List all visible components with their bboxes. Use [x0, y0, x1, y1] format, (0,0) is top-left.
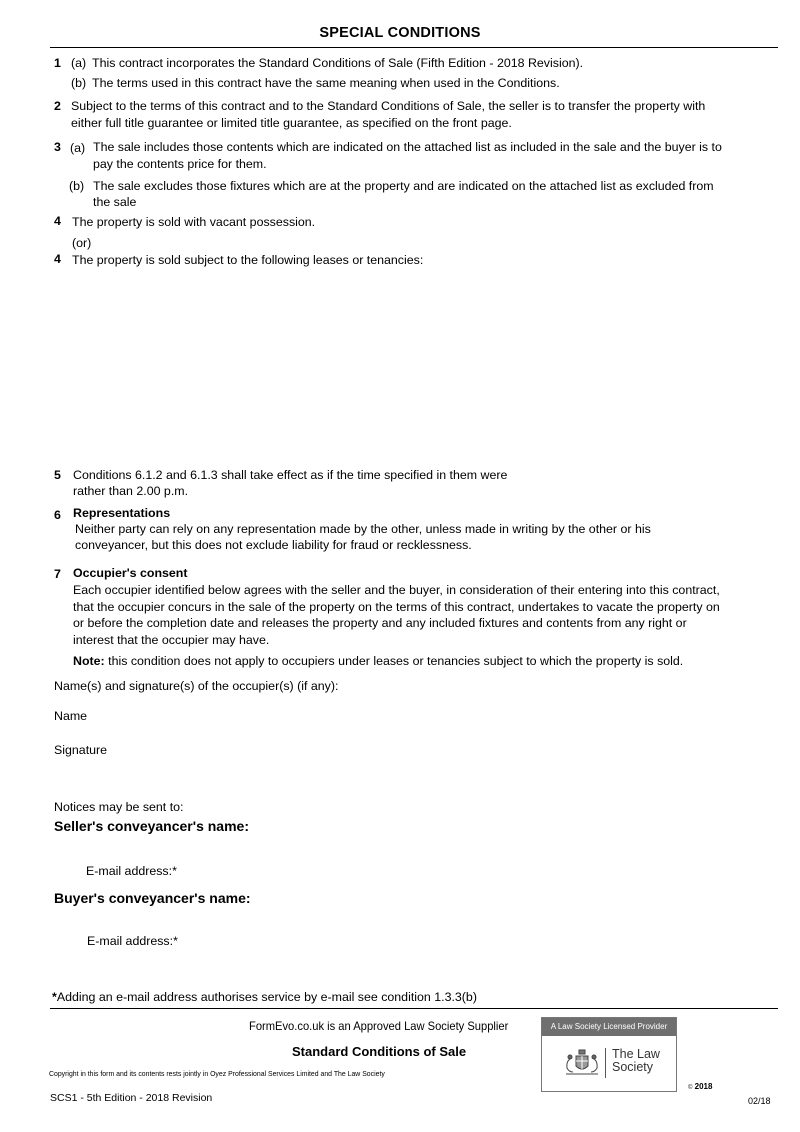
seller-conveyancer-label: Seller's conveyancer's name:	[54, 818, 249, 834]
footnote-star: *	[52, 990, 57, 1004]
leases-input-area[interactable]	[72, 272, 772, 457]
buyer-conveyancer-input[interactable]	[265, 889, 765, 909]
condition-2-line2: either full title guarantee or limited title guarantee, as specified on the front page.	[71, 116, 512, 130]
condition-1b-label: (b)	[71, 76, 87, 90]
buyer-email-input[interactable]	[190, 931, 750, 949]
condition-4a-text: The property is sold with vacant possession.	[72, 215, 316, 229]
condition-3b-label: (b)	[69, 179, 85, 193]
condition-6-line1: Neither party can rely on any representation made by the other, unless made in writing by the other or his	[75, 522, 651, 536]
condition-1-number: 1	[54, 56, 61, 70]
condition-2-number: 2	[54, 99, 61, 113]
occupier-signature-field[interactable]	[120, 738, 710, 762]
condition-1a-text: This contract incorporates the Standard Conditions of Sale (Fifth Edition - 2018 Revision).	[92, 56, 584, 70]
condition-4b-text: The property is sold subject to the following leases or tenancies:	[72, 253, 424, 267]
condition-7-line1: Each occupier identified below agrees with the seller and the buyer, in consideration of their entering into this contract,	[73, 583, 720, 597]
condition-5-line2: rather than 2.00 p.m.	[73, 484, 189, 498]
condition-7-heading: Occupier's consent	[73, 566, 188, 580]
occupier-signature-label: Signature	[54, 743, 108, 757]
footnote-text: Adding an e-mail address authorises service by e-mail see condition 1.3.3(b)	[56, 990, 477, 1004]
condition-7-number: 7	[54, 567, 61, 581]
email-footnote	[52, 989, 477, 1005]
seller-conveyancer-input[interactable]	[265, 817, 765, 837]
condition-3a-line1: The sale includes those contents which are indicated on the attached list as included in the sale and the buyer is to	[93, 140, 722, 154]
condition-3a-label: (a)	[70, 141, 86, 155]
copyright-symbol: ©	[688, 1085, 693, 1091]
law-society-badge	[541, 1017, 677, 1092]
badge-name-line2: Society	[612, 1060, 653, 1074]
seller-email-label: E-mail address:*	[86, 864, 177, 878]
condition-3a-line2: pay the contents price for them.	[93, 157, 267, 171]
copyright-notice: Copyright in this form and its contents rests jointly in Oyez Professional Services Limited and The Law Society	[49, 1069, 385, 1078]
form-code: SCS1 - 5th Edition - 2018 Revision	[50, 1092, 213, 1104]
occupiers-intro: Name(s) and signature(s) of the occupier(s) (if any):	[54, 679, 339, 693]
condition-7-line4: interest that the occupier may have.	[73, 633, 270, 647]
footer-divider	[50, 1008, 778, 1009]
title-divider	[50, 47, 778, 48]
law-society-crest-icon	[562, 1046, 602, 1078]
buyer-email-label: E-mail address:*	[87, 934, 178, 948]
copyright-year	[688, 1079, 712, 1096]
condition-7-note-label: Note:	[73, 654, 105, 668]
badge-name-line1: The Law	[612, 1047, 660, 1061]
condition-1b-text: The terms used in this contract have the same meaning when used in the Conditions.	[92, 76, 560, 90]
condition-7-note-text: this condition does not apply to occupiers under leases or tenancies subject to which the property is sold.	[108, 654, 684, 668]
condition-4b-number: 4	[54, 252, 61, 266]
seller-email-input[interactable]	[190, 861, 750, 879]
condition-4a-number: 4	[54, 214, 61, 228]
condition-7-line2: that the occupier concurs in the sale of the property on the terms of this contract, undertakes to vacate the property on	[73, 600, 720, 614]
condition-6-line2: conveyancer, but this does not exclude liability for fraud or recklessness.	[75, 538, 472, 552]
condition-5-number: 5	[54, 468, 61, 482]
page-title: SPECIAL CONDITIONS	[319, 25, 481, 41]
condition-4-or: (or)	[72, 236, 92, 250]
condition-5-line1: Conditions 6.1.2 and 6.1.3 shall take effect as if the time specified in them were	[73, 468, 508, 482]
condition-6-number: 6	[54, 508, 61, 522]
condition-3b-line2: the sale	[93, 195, 137, 209]
supplier-text: FormEvo.co.uk is an Approved Law Society Supplier	[249, 1019, 509, 1033]
condition-7-line3: or before the completion date and releases the property and any included fixtures and contents from any right or	[73, 616, 687, 630]
completion-time-input[interactable]	[536, 466, 736, 482]
badge-name	[612, 1048, 660, 1074]
badge-header: A Law Society Licensed Provider	[542, 1018, 676, 1036]
condition-6-heading: Representations	[73, 506, 171, 520]
occupier-name-input[interactable]	[110, 706, 710, 724]
condition-1a-label: (a)	[71, 56, 87, 70]
condition-7-note	[73, 653, 683, 669]
buyer-conveyancer-label: Buyer's conveyancer's name:	[54, 890, 251, 906]
condition-2-line1: Subject to the terms of this contract and to the Standard Conditions of Sale, the seller is to transfer the property with	[71, 99, 706, 113]
condition-3b-line1: The sale excludes those fixtures which are at the property and are indicated on the attached list as excluded from	[93, 179, 714, 193]
occupier-name-label: Name	[54, 709, 88, 723]
date-code: 02/18	[748, 1096, 771, 1106]
form-title: Standard Conditions of Sale	[292, 1044, 467, 1059]
notices-intro: Notices may be sent to:	[54, 800, 184, 814]
badge-divider	[605, 1048, 606, 1078]
year-text: 2018	[694, 1082, 713, 1091]
condition-3-number: 3	[54, 140, 61, 154]
